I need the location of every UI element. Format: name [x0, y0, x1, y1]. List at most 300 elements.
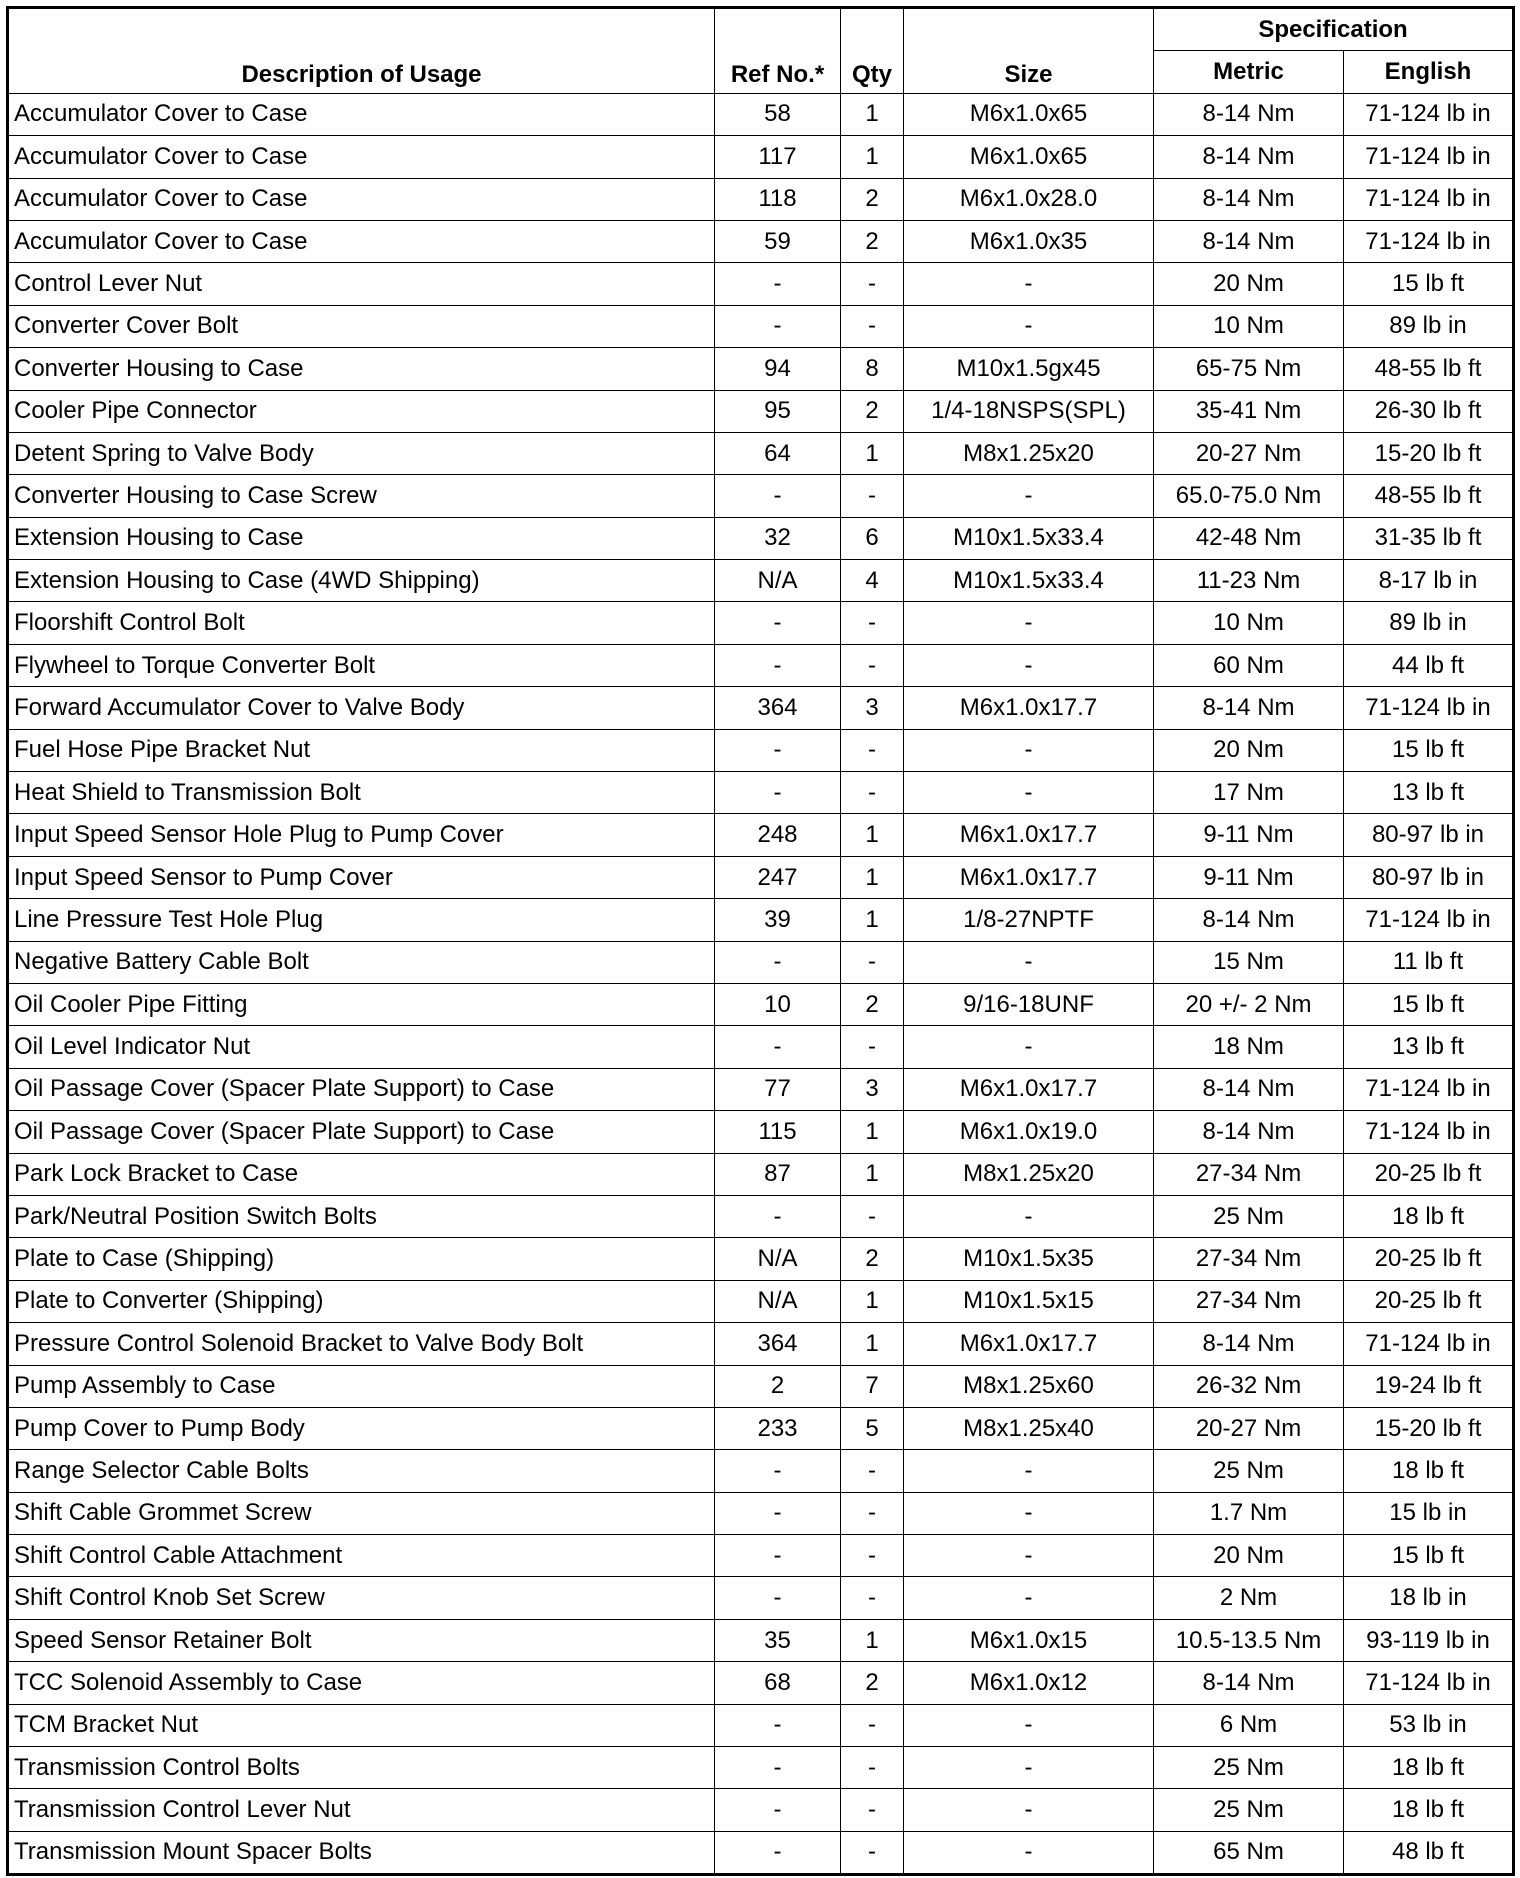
- cell-ref-no: -: [715, 263, 841, 305]
- cell-qty: 7: [841, 1365, 904, 1407]
- cell-english: 19-24 lb ft: [1344, 1365, 1514, 1407]
- table-header: [8, 8, 1514, 94]
- cell-description: Shift Control Knob Set Screw: [8, 1577, 715, 1619]
- cell-size: -: [904, 1831, 1154, 1874]
- cell-size: -: [904, 475, 1154, 517]
- table-row: [8, 1026, 1514, 1068]
- cell-qty: 6: [841, 517, 904, 559]
- cell-metric: 10 Nm: [1154, 602, 1344, 644]
- cell-description: Speed Sensor Retainer Bolt: [8, 1619, 715, 1661]
- cell-english: 71-124 lb in: [1344, 899, 1514, 941]
- cell-size: M6x1.0x12: [904, 1662, 1154, 1704]
- cell-ref-no: -: [715, 1704, 841, 1746]
- cell-description: Oil Passage Cover (Spacer Plate Support) to Case: [8, 1111, 715, 1153]
- cell-ref-no: -: [715, 941, 841, 983]
- table-row: [8, 178, 1514, 220]
- cell-ref-no: -: [715, 1831, 841, 1874]
- cell-english: 26-30 lb ft: [1344, 390, 1514, 432]
- cell-qty: -: [841, 1195, 904, 1237]
- cell-ref-no: 68: [715, 1662, 841, 1704]
- cell-english: 18 lb ft: [1344, 1450, 1514, 1492]
- cell-description: Range Selector Cable Bolts: [8, 1450, 715, 1492]
- cell-qty: -: [841, 729, 904, 771]
- cell-description: Accumulator Cover to Case: [8, 178, 715, 220]
- cell-qty: 1: [841, 1323, 904, 1365]
- cell-size: M6x1.0x19.0: [904, 1111, 1154, 1153]
- cell-size: -: [904, 941, 1154, 983]
- cell-english: 18 lb ft: [1344, 1195, 1514, 1237]
- cell-size: 1/8-27NPTF: [904, 899, 1154, 941]
- cell-size: -: [904, 1577, 1154, 1619]
- table-row: [8, 856, 1514, 898]
- table-row: [8, 899, 1514, 941]
- cell-size: M6x1.0x65: [904, 93, 1154, 135]
- cell-english: 89 lb in: [1344, 602, 1514, 644]
- cell-size: M6x1.0x28.0: [904, 178, 1154, 220]
- cell-ref-no: -: [715, 1450, 841, 1492]
- cell-metric: 9-11 Nm: [1154, 856, 1344, 898]
- cell-size: M6x1.0x17.7: [904, 1323, 1154, 1365]
- cell-metric: 25 Nm: [1154, 1747, 1344, 1789]
- cell-size: -: [904, 729, 1154, 771]
- cell-description: Extension Housing to Case (4WD Shipping): [8, 560, 715, 602]
- cell-size: -: [904, 1535, 1154, 1577]
- cell-metric: 18 Nm: [1154, 1026, 1344, 1068]
- table-row: [8, 1238, 1514, 1280]
- cell-ref-no: 64: [715, 432, 841, 474]
- cell-ref-no: 117: [715, 136, 841, 178]
- cell-metric: 10 Nm: [1154, 305, 1344, 347]
- cell-ref-no: 364: [715, 687, 841, 729]
- cell-metric: 65-75 Nm: [1154, 348, 1344, 390]
- cell-ref-no: 77: [715, 1068, 841, 1110]
- cell-english: 80-97 lb in: [1344, 814, 1514, 856]
- cell-description: Transmission Mount Spacer Bolts: [8, 1831, 715, 1874]
- cell-size: M10x1.5gx45: [904, 348, 1154, 390]
- cell-size: -: [904, 1026, 1154, 1068]
- cell-qty: 1: [841, 814, 904, 856]
- table-row: [8, 1280, 1514, 1322]
- cell-size: M6x1.0x17.7: [904, 856, 1154, 898]
- cell-ref-no: 58: [715, 93, 841, 135]
- cell-english: 15 lb ft: [1344, 983, 1514, 1025]
- cell-metric: 10.5-13.5 Nm: [1154, 1619, 1344, 1661]
- cell-metric: 8-14 Nm: [1154, 1323, 1344, 1365]
- cell-description: Park/Neutral Position Switch Bolts: [8, 1195, 715, 1237]
- cell-qty: -: [841, 1492, 904, 1534]
- table-row: [8, 1068, 1514, 1110]
- cell-ref-no: N/A: [715, 1238, 841, 1280]
- cell-description: Accumulator Cover to Case: [8, 93, 715, 135]
- cell-size: M6x1.0x15: [904, 1619, 1154, 1661]
- cell-size: -: [904, 644, 1154, 686]
- cell-metric: 15 Nm: [1154, 941, 1344, 983]
- cell-ref-no: 59: [715, 220, 841, 262]
- cell-size: -: [904, 1704, 1154, 1746]
- cell-metric: 20 Nm: [1154, 1535, 1344, 1577]
- table-row: [8, 687, 1514, 729]
- table-row: [8, 983, 1514, 1025]
- cell-ref-no: 35: [715, 1619, 841, 1661]
- cell-qty: 3: [841, 1068, 904, 1110]
- cell-description: Input Speed Sensor to Pump Cover: [8, 856, 715, 898]
- cell-ref-no: 87: [715, 1153, 841, 1195]
- cell-qty: -: [841, 772, 904, 814]
- table-row: [8, 1789, 1514, 1831]
- cell-qty: 2: [841, 1662, 904, 1704]
- table-row: [8, 644, 1514, 686]
- cell-metric: 65 Nm: [1154, 1831, 1344, 1874]
- cell-english: 15-20 lb ft: [1344, 1407, 1514, 1449]
- cell-metric: 20 Nm: [1154, 263, 1344, 305]
- cell-metric: 8-14 Nm: [1154, 1662, 1344, 1704]
- cell-qty: -: [841, 602, 904, 644]
- cell-size: -: [904, 1747, 1154, 1789]
- cell-metric: 8-14 Nm: [1154, 178, 1344, 220]
- cell-description: Cooler Pipe Connector: [8, 390, 715, 432]
- cell-ref-no: 115: [715, 1111, 841, 1153]
- cell-size: M6x1.0x35: [904, 220, 1154, 262]
- table-row: [8, 136, 1514, 178]
- cell-description: Pump Assembly to Case: [8, 1365, 715, 1407]
- cell-description: Flywheel to Torque Converter Bolt: [8, 644, 715, 686]
- table-row: [8, 1450, 1514, 1492]
- cell-size: M8x1.25x40: [904, 1407, 1154, 1449]
- table-row: [8, 390, 1514, 432]
- cell-metric: 35-41 Nm: [1154, 390, 1344, 432]
- cell-size: -: [904, 305, 1154, 347]
- cell-metric: 27-34 Nm: [1154, 1238, 1344, 1280]
- cell-description: TCC Solenoid Assembly to Case: [8, 1662, 715, 1704]
- cell-english: 18 lb ft: [1344, 1789, 1514, 1831]
- cell-description: Converter Housing to Case Screw: [8, 475, 715, 517]
- cell-english: 93-119 lb in: [1344, 1619, 1514, 1661]
- table-row: [8, 1195, 1514, 1237]
- cell-metric: 17 Nm: [1154, 772, 1344, 814]
- cell-ref-no: 364: [715, 1323, 841, 1365]
- cell-size: M6x1.0x17.7: [904, 814, 1154, 856]
- cell-ref-no: -: [715, 1789, 841, 1831]
- cell-english: 18 lb in: [1344, 1577, 1514, 1619]
- table-row: [8, 729, 1514, 771]
- cell-description: Input Speed Sensor Hole Plug to Pump Cover: [8, 814, 715, 856]
- cell-ref-no: 233: [715, 1407, 841, 1449]
- header-specification: Specification: [1154, 8, 1514, 51]
- cell-size: M6x1.0x65: [904, 136, 1154, 178]
- cell-qty: 1: [841, 856, 904, 898]
- cell-ref-no: 247: [715, 856, 841, 898]
- cell-english: 89 lb in: [1344, 305, 1514, 347]
- cell-size: M10x1.5x15: [904, 1280, 1154, 1322]
- cell-qty: -: [841, 1789, 904, 1831]
- table-row: [8, 1153, 1514, 1195]
- header-ref-no: Ref No.*: [715, 8, 841, 94]
- cell-qty: -: [841, 475, 904, 517]
- cell-size: M8x1.25x20: [904, 432, 1154, 474]
- cell-english: 71-124 lb in: [1344, 1323, 1514, 1365]
- cell-ref-no: -: [715, 602, 841, 644]
- cell-english: 71-124 lb in: [1344, 1111, 1514, 1153]
- cell-qty: -: [841, 1704, 904, 1746]
- table-row: [8, 93, 1514, 135]
- cell-description: Forward Accumulator Cover to Valve Body: [8, 687, 715, 729]
- cell-metric: 25 Nm: [1154, 1789, 1344, 1831]
- table-row: [8, 602, 1514, 644]
- header-qty: Qty: [841, 8, 904, 94]
- cell-size: -: [904, 602, 1154, 644]
- cell-ref-no: -: [715, 1535, 841, 1577]
- cell-description: Detent Spring to Valve Body: [8, 432, 715, 474]
- cell-qty: 8: [841, 348, 904, 390]
- cell-description: Extension Housing to Case: [8, 517, 715, 559]
- cell-ref-no: 10: [715, 983, 841, 1025]
- cell-qty: -: [841, 1026, 904, 1068]
- cell-english: 44 lb ft: [1344, 644, 1514, 686]
- table-row: [8, 1747, 1514, 1789]
- cell-qty: -: [841, 1577, 904, 1619]
- cell-metric: 8-14 Nm: [1154, 136, 1344, 178]
- cell-english: 20-25 lb ft: [1344, 1153, 1514, 1195]
- cell-english: 15 lb in: [1344, 1492, 1514, 1534]
- cell-english: 20-25 lb ft: [1344, 1238, 1514, 1280]
- cell-metric: 6 Nm: [1154, 1704, 1344, 1746]
- cell-metric: 65.0-75.0 Nm: [1154, 475, 1344, 517]
- table-row: [8, 517, 1514, 559]
- table-row: [8, 305, 1514, 347]
- cell-qty: 1: [841, 1153, 904, 1195]
- cell-english: 15-20 lb ft: [1344, 432, 1514, 474]
- cell-metric: 26-32 Nm: [1154, 1365, 1344, 1407]
- cell-ref-no: 39: [715, 899, 841, 941]
- cell-ref-no: 118: [715, 178, 841, 220]
- cell-metric: 20 Nm: [1154, 729, 1344, 771]
- table-row: [8, 348, 1514, 390]
- cell-english: 15 lb ft: [1344, 729, 1514, 771]
- cell-description: Accumulator Cover to Case: [8, 136, 715, 178]
- cell-english: 71-124 lb in: [1344, 93, 1514, 135]
- cell-qty: 2: [841, 220, 904, 262]
- cell-metric: 8-14 Nm: [1154, 1068, 1344, 1110]
- cell-size: 1/4-18NSPS(SPL): [904, 390, 1154, 432]
- table-row: [8, 220, 1514, 262]
- cell-description: TCM Bracket Nut: [8, 1704, 715, 1746]
- cell-size: 9/16-18UNF: [904, 983, 1154, 1025]
- table-row: [8, 1365, 1514, 1407]
- cell-qty: 1: [841, 93, 904, 135]
- cell-description: Control Lever Nut: [8, 263, 715, 305]
- cell-english: 71-124 lb in: [1344, 687, 1514, 729]
- cell-size: M6x1.0x17.7: [904, 687, 1154, 729]
- cell-metric: 25 Nm: [1154, 1195, 1344, 1237]
- cell-description: Plate to Case (Shipping): [8, 1238, 715, 1280]
- cell-ref-no: -: [715, 475, 841, 517]
- table-row: [8, 772, 1514, 814]
- cell-size: M8x1.25x60: [904, 1365, 1154, 1407]
- cell-ref-no: 95: [715, 390, 841, 432]
- cell-english: 13 lb ft: [1344, 1026, 1514, 1068]
- cell-english: 48-55 lb ft: [1344, 348, 1514, 390]
- cell-description: Oil Cooler Pipe Fitting: [8, 983, 715, 1025]
- cell-metric: 60 Nm: [1154, 644, 1344, 686]
- header-description: Description of Usage: [8, 8, 715, 94]
- cell-metric: 27-34 Nm: [1154, 1153, 1344, 1195]
- cell-english: 71-124 lb in: [1344, 1068, 1514, 1110]
- cell-qty: 3: [841, 687, 904, 729]
- table-row: [8, 1619, 1514, 1661]
- table-row: [8, 263, 1514, 305]
- cell-description: Pump Cover to Pump Body: [8, 1407, 715, 1449]
- table-row: [8, 432, 1514, 474]
- cell-description: Fuel Hose Pipe Bracket Nut: [8, 729, 715, 771]
- cell-metric: 8-14 Nm: [1154, 1111, 1344, 1153]
- cell-english: 71-124 lb in: [1344, 220, 1514, 262]
- header-metric: Metric: [1154, 51, 1344, 93]
- cell-description: Shift Cable Grommet Screw: [8, 1492, 715, 1534]
- cell-qty: -: [841, 941, 904, 983]
- cell-description: Accumulator Cover to Case: [8, 220, 715, 262]
- cell-description: Shift Control Cable Attachment: [8, 1535, 715, 1577]
- table-body: [8, 93, 1514, 1874]
- cell-ref-no: -: [715, 1026, 841, 1068]
- table-row: [8, 1492, 1514, 1534]
- cell-qty: -: [841, 263, 904, 305]
- cell-english: 71-124 lb in: [1344, 1662, 1514, 1704]
- cell-ref-no: 32: [715, 517, 841, 559]
- cell-description: Oil Level Indicator Nut: [8, 1026, 715, 1068]
- cell-metric: 8-14 Nm: [1154, 93, 1344, 135]
- cell-size: -: [904, 1789, 1154, 1831]
- cell-size: -: [904, 263, 1154, 305]
- cell-qty: -: [841, 644, 904, 686]
- table-row: [8, 941, 1514, 983]
- table-row: [8, 1577, 1514, 1619]
- cell-description: Transmission Control Lever Nut: [8, 1789, 715, 1831]
- header-size: Size: [904, 8, 1154, 94]
- cell-ref-no: -: [715, 1195, 841, 1237]
- cell-ref-no: -: [715, 1747, 841, 1789]
- cell-english: 71-124 lb in: [1344, 136, 1514, 178]
- cell-ref-no: N/A: [715, 560, 841, 602]
- cell-description: Converter Cover Bolt: [8, 305, 715, 347]
- cell-qty: 2: [841, 390, 904, 432]
- cell-english: 13 lb ft: [1344, 772, 1514, 814]
- cell-description: Converter Housing to Case: [8, 348, 715, 390]
- cell-english: 18 lb ft: [1344, 1747, 1514, 1789]
- table-row: [8, 814, 1514, 856]
- cell-ref-no: -: [715, 644, 841, 686]
- table-row: [8, 1535, 1514, 1577]
- cell-metric: 9-11 Nm: [1154, 814, 1344, 856]
- table-row: [8, 475, 1514, 517]
- cell-qty: 1: [841, 1619, 904, 1661]
- cell-english: 48 lb ft: [1344, 1831, 1514, 1874]
- cell-english: 11 lb ft: [1344, 941, 1514, 983]
- cell-qty: 1: [841, 1111, 904, 1153]
- cell-metric: 25 Nm: [1154, 1450, 1344, 1492]
- cell-qty: 1: [841, 899, 904, 941]
- cell-size: M6x1.0x17.7: [904, 1068, 1154, 1110]
- cell-size: -: [904, 772, 1154, 814]
- cell-qty: 1: [841, 432, 904, 474]
- cell-description: Negative Battery Cable Bolt: [8, 941, 715, 983]
- cell-size: M10x1.5x33.4: [904, 560, 1154, 602]
- cell-metric: 20-27 Nm: [1154, 432, 1344, 474]
- cell-qty: -: [841, 1535, 904, 1577]
- cell-english: 8-17 lb in: [1344, 560, 1514, 602]
- cell-english: 80-97 lb in: [1344, 856, 1514, 898]
- cell-size: -: [904, 1492, 1154, 1534]
- cell-description: Pressure Control Solenoid Bracket to Valve Body Bolt: [8, 1323, 715, 1365]
- cell-ref-no: N/A: [715, 1280, 841, 1322]
- table-row: [8, 1407, 1514, 1449]
- cell-size: -: [904, 1450, 1154, 1492]
- cell-size: M10x1.5x35: [904, 1238, 1154, 1280]
- cell-ref-no: 248: [715, 814, 841, 856]
- cell-qty: 2: [841, 983, 904, 1025]
- cell-metric: 11-23 Nm: [1154, 560, 1344, 602]
- cell-description: Heat Shield to Transmission Bolt: [8, 772, 715, 814]
- cell-qty: 5: [841, 1407, 904, 1449]
- table-row: [8, 1111, 1514, 1153]
- cell-qty: 4: [841, 560, 904, 602]
- cell-size: M10x1.5x33.4: [904, 517, 1154, 559]
- cell-metric: 8-14 Nm: [1154, 220, 1344, 262]
- cell-ref-no: -: [715, 1577, 841, 1619]
- cell-description: Line Pressure Test Hole Plug: [8, 899, 715, 941]
- cell-description: Park Lock Bracket to Case: [8, 1153, 715, 1195]
- header-english: English: [1344, 51, 1514, 93]
- cell-ref-no: 94: [715, 348, 841, 390]
- cell-ref-no: -: [715, 1492, 841, 1534]
- cell-qty: 2: [841, 178, 904, 220]
- cell-ref-no: -: [715, 729, 841, 771]
- cell-qty: -: [841, 1450, 904, 1492]
- cell-english: 15 lb ft: [1344, 263, 1514, 305]
- cell-metric: 20 +/- 2 Nm: [1154, 983, 1344, 1025]
- cell-english: 31-35 lb ft: [1344, 517, 1514, 559]
- cell-english: 71-124 lb in: [1344, 178, 1514, 220]
- cell-size: M8x1.25x20: [904, 1153, 1154, 1195]
- cell-metric: 8-14 Nm: [1154, 687, 1344, 729]
- cell-description: Plate to Converter (Shipping): [8, 1280, 715, 1322]
- cell-ref-no: 2: [715, 1365, 841, 1407]
- cell-metric: 42-48 Nm: [1154, 517, 1344, 559]
- cell-description: Transmission Control Bolts: [8, 1747, 715, 1789]
- cell-english: 48-55 lb ft: [1344, 475, 1514, 517]
- cell-metric: 8-14 Nm: [1154, 899, 1344, 941]
- cell-metric: 27-34 Nm: [1154, 1280, 1344, 1322]
- cell-description: Oil Passage Cover (Spacer Plate Support) to Case: [8, 1068, 715, 1110]
- cell-metric: 1.7 Nm: [1154, 1492, 1344, 1534]
- cell-qty: -: [841, 305, 904, 347]
- cell-ref-no: -: [715, 772, 841, 814]
- cell-description: Floorshift Control Bolt: [8, 602, 715, 644]
- cell-english: 15 lb ft: [1344, 1535, 1514, 1577]
- cell-metric: 2 Nm: [1154, 1577, 1344, 1619]
- table-row: [8, 560, 1514, 602]
- cell-qty: 1: [841, 1280, 904, 1322]
- fastener-spec-table: [6, 6, 1515, 1876]
- cell-qty: -: [841, 1747, 904, 1789]
- cell-metric: 20-27 Nm: [1154, 1407, 1344, 1449]
- table-row: [8, 1704, 1514, 1746]
- table-row: [8, 1662, 1514, 1704]
- cell-ref-no: -: [715, 305, 841, 347]
- cell-english: 53 lb in: [1344, 1704, 1514, 1746]
- cell-size: -: [904, 1195, 1154, 1237]
- cell-qty: -: [841, 1831, 904, 1874]
- cell-english: 20-25 lb ft: [1344, 1280, 1514, 1322]
